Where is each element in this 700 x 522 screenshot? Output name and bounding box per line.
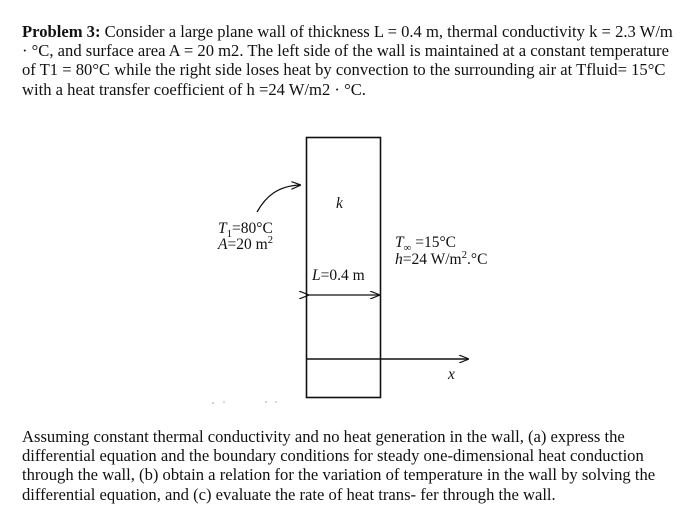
h-unit: .°C xyxy=(467,251,488,268)
x-axis-label: x xyxy=(448,366,455,383)
left-temp-subscript: 1 xyxy=(226,228,233,241)
thickness-value: =0.4 m xyxy=(320,267,365,284)
task-description: Assuming constant thermal conductivity and no heat generation in the wall, (a) express the differential equation and the boundary conditions for steady one-dimensional heat conduction through the wall, (b) obtain a relation for the variation of temperature in the wall by solving the differential equation, and (c) evaluate the rate of heat trans- fer through the wall. xyxy=(22,427,656,504)
area-label xyxy=(218,233,274,254)
left-surface-arrow xyxy=(257,185,300,212)
conductivity-label: k xyxy=(336,195,343,212)
fluid-temp-value: =15°C xyxy=(411,234,457,251)
thickness-symbol: L xyxy=(312,267,321,284)
left-temp-value: =80°C xyxy=(232,220,273,237)
area-exponent: 2 xyxy=(267,233,274,246)
problem-heading: Problem 3: xyxy=(22,22,101,41)
h-value: =24 W/m xyxy=(402,251,462,268)
faint-speck xyxy=(275,401,277,403)
area-value: =20 m xyxy=(227,236,268,253)
fluid-temp-subscript: ∞ xyxy=(403,242,412,255)
thickness-label xyxy=(312,267,365,285)
fluid-temp-symbol: T xyxy=(395,234,404,251)
faint-speck xyxy=(212,402,214,404)
faint-speck xyxy=(223,401,225,403)
h-symbol: h xyxy=(395,251,403,268)
heat-transfer-coefficient-label xyxy=(395,248,488,269)
fluid-temperature-label xyxy=(395,234,457,255)
faint-speck xyxy=(265,401,267,403)
problem-body: Consider a large plane wall of thickness L = 0.4 m, thermal conductivity k = 2.3 W/m · °C, and surface area A = 20 m2. The left side of the wall is maintained at a constant temperature of T1 = 80°C while the right side loses heat by convection to the surrounding air at Tfluid= 15°C with a heat transfer coefficient of h =24 W/m2 · °C. xyxy=(22,22,673,99)
h-exponent: 2 xyxy=(461,248,468,261)
left-temp-symbol: T xyxy=(218,220,227,237)
area-symbol: A xyxy=(218,236,228,253)
